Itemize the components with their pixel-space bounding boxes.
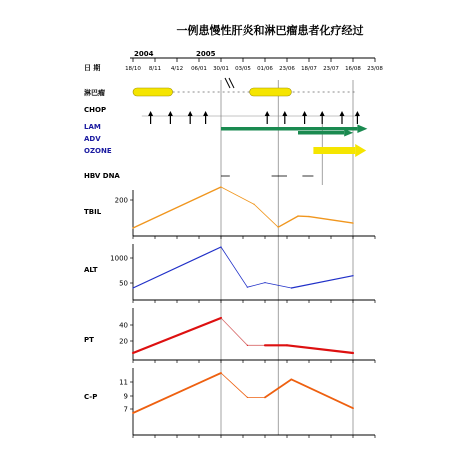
series-segment-tbil [221, 187, 254, 204]
chop-arrowhead [188, 111, 193, 116]
date-tick-label: 30/01 [213, 66, 229, 72]
date-tick-label: 18/10 [125, 66, 141, 72]
chart-title: 一例患慢性肝炎和淋巴瘤患者化疗经过 [176, 24, 364, 37]
series-point-tbil [278, 227, 279, 228]
series-segment-pt [221, 318, 247, 345]
year-label-2004: 2004 [134, 50, 154, 58]
series-segment-alt [291, 276, 353, 288]
series-segment-tbil [254, 204, 278, 227]
series-point-alt [247, 287, 248, 288]
lam-bar [221, 127, 357, 131]
year-label-2005: 2005 [196, 50, 216, 58]
chop-arrowhead [148, 111, 153, 116]
date-axis-label: 日 期 [84, 64, 101, 72]
ozone-arrowhead [355, 144, 366, 157]
series-point-c-p [247, 397, 248, 398]
series-point-c-p [132, 412, 133, 413]
series-segment-tbil [278, 216, 298, 227]
treatment-row-label: HBV DNA [84, 172, 120, 180]
treatment-row-label: OZONE [84, 147, 112, 155]
series-point-c-p [291, 379, 292, 380]
series-segment-pt [287, 345, 353, 353]
series-point-tbil [352, 222, 353, 223]
panel-y-tick-label: 11 [119, 378, 128, 387]
chop-arrowhead [203, 111, 208, 116]
series-point-alt [291, 287, 292, 288]
chop-arrowhead [265, 111, 270, 116]
ozone-bar [313, 147, 355, 154]
treatment-row-label: ADV [84, 135, 101, 143]
panel-y-tick-label: 9 [123, 392, 128, 401]
date-tick-label: 8/11 [148, 66, 162, 72]
date-tick-label: 16/08 [345, 66, 361, 72]
series-segment-alt [221, 247, 247, 287]
treatment-row-label: LAM [84, 123, 101, 131]
series-point-pt [132, 352, 133, 353]
treatment-row-label: CHOP [84, 106, 107, 114]
date-tick-label: 03/05 [235, 66, 251, 72]
date-tick-label: 4/12 [170, 66, 184, 72]
series-point-pt [352, 352, 353, 353]
series-point-tbil [132, 227, 133, 228]
series-point-alt [264, 282, 265, 283]
date-tick-label: 06/01 [191, 66, 207, 72]
panel-y-tick-label: 7 [123, 405, 128, 414]
series-segment-c-p [221, 373, 247, 397]
panel-label: ALT [84, 266, 98, 274]
series-point-tbil [297, 216, 298, 217]
treatment-row-label: 淋巴瘤 [84, 89, 105, 97]
series-point-pt [220, 317, 221, 318]
series-point-alt [352, 275, 353, 276]
date-tick-label: 23/07 [323, 66, 339, 72]
panel-label: C-P [84, 393, 98, 401]
lam-arrowhead [357, 125, 367, 134]
date-tick-label: 23/08 [367, 66, 383, 72]
chop-arrowhead [168, 111, 173, 116]
chop-arrowhead [302, 111, 307, 116]
lymphoma-bar [250, 88, 292, 96]
series-point-alt [132, 287, 133, 288]
series-point-pt [247, 345, 248, 346]
series-point-c-p [220, 372, 221, 373]
panel-label: TBIL [84, 208, 102, 216]
series-point-tbil [308, 216, 309, 217]
date-tick-label: 23/06 [279, 66, 295, 72]
series-segment-tbil [309, 217, 353, 224]
panel-y-tick-label: 1000 [110, 254, 128, 263]
series-point-tbil [220, 186, 221, 187]
panel-y-tick-label: 20 [119, 337, 128, 346]
series-point-pt [286, 345, 287, 346]
series-segment-c-p [133, 373, 221, 413]
series-point-c-p [264, 397, 265, 398]
series-point-alt [220, 246, 221, 247]
lymphoma-bar [133, 88, 173, 96]
chop-arrowhead [282, 111, 287, 116]
panel-y-tick-label: 50 [119, 279, 128, 288]
series-point-pt [264, 345, 265, 346]
panel-y-tick-label: 40 [119, 321, 128, 330]
series-segment-alt [247, 283, 265, 288]
panel-label: PT [84, 336, 94, 344]
date-tick-label: 18/07 [301, 66, 317, 72]
series-segment-tbil [133, 187, 221, 228]
chop-arrowhead [355, 111, 360, 116]
adv-bar [298, 131, 344, 135]
series-segment-c-p [291, 379, 353, 408]
series-segment-alt [133, 247, 221, 288]
series-point-tbil [253, 204, 254, 205]
series-segment-pt [133, 318, 221, 353]
date-tick-label: 01/06 [257, 66, 273, 72]
panel-y-tick-label: 200 [114, 196, 128, 205]
series-point-c-p [352, 408, 353, 409]
chop-arrowhead [340, 111, 345, 116]
chop-arrowhead [320, 111, 325, 116]
